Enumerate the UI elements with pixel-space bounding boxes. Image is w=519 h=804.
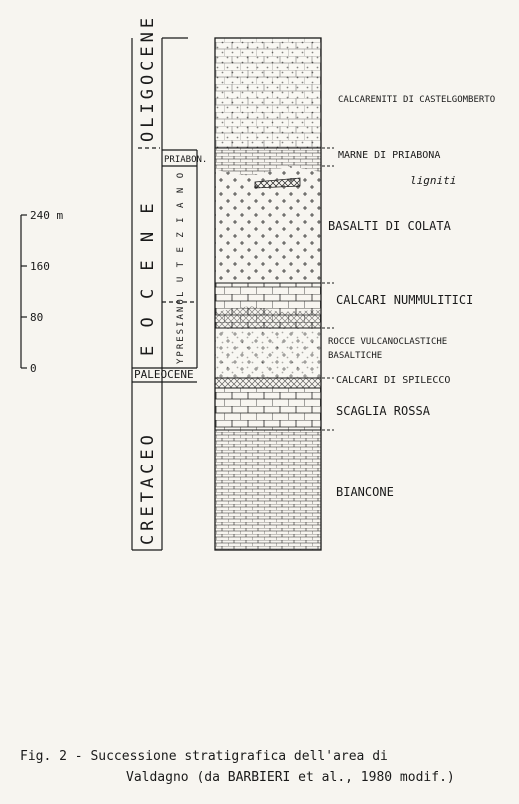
layer-scaglia-rossa [215, 388, 321, 430]
stage-priabon: PRIABON. [164, 155, 208, 165]
stage-lutetian: L U T E Z I A N O [176, 170, 186, 297]
scale-label-160: 160 [30, 260, 50, 273]
unit-label-biancone: BIANCONE [336, 485, 394, 499]
thickness-scale-bar [21, 215, 27, 368]
unit-label-ligniti: ligniti [410, 174, 457, 187]
scale-label-80: 80 [30, 311, 44, 324]
unit-label-rocce-vulcanoclastiche: ROCCE VULCANOCLASTICHE [328, 337, 448, 347]
boundary-markers [322, 148, 334, 430]
unit-label-scaglia-rossa: SCAGLIA ROSSA [336, 404, 430, 418]
layer-basalti [215, 166, 321, 283]
unit-label-basalti: BASALTI DI COLATA [328, 219, 451, 233]
caption-line-2: Valdagno (da BARBIERI et al., 1980 modif.) [126, 770, 455, 785]
stage-ypresian: YPRESIANO [176, 297, 186, 364]
period-paleocene: PALEOCENE [134, 368, 194, 381]
unit-label-marne-priabona: MARNE DI PRIABONA [338, 150, 441, 161]
scale-label-240: 240 m [30, 209, 64, 222]
period-cretaceo: CRETACEO [138, 431, 158, 545]
unit-label-calcari-nummulitici: CALCARI NUMMULITICI [336, 293, 474, 307]
layer-biancone [215, 430, 321, 550]
lithology-column [215, 38, 321, 550]
period-oligocene: OLIGOCENE [138, 13, 158, 142]
period-eocene: E O C E N E [138, 199, 158, 356]
caption-line-1: Fig. 2 - Successione stratigrafica dell'area di [20, 749, 388, 764]
scale-label-0: 0 [30, 362, 37, 375]
unit-label-calcari-spilecco: CALCARI DI SPILECCO [336, 375, 451, 386]
unit-label-basaltiche: BASALTICHE [328, 351, 383, 361]
layer-calcari-spilecco [215, 378, 321, 388]
unit-label-calcareniti: CALCARENITI DI CASTELGOMBERTO [338, 95, 496, 105]
